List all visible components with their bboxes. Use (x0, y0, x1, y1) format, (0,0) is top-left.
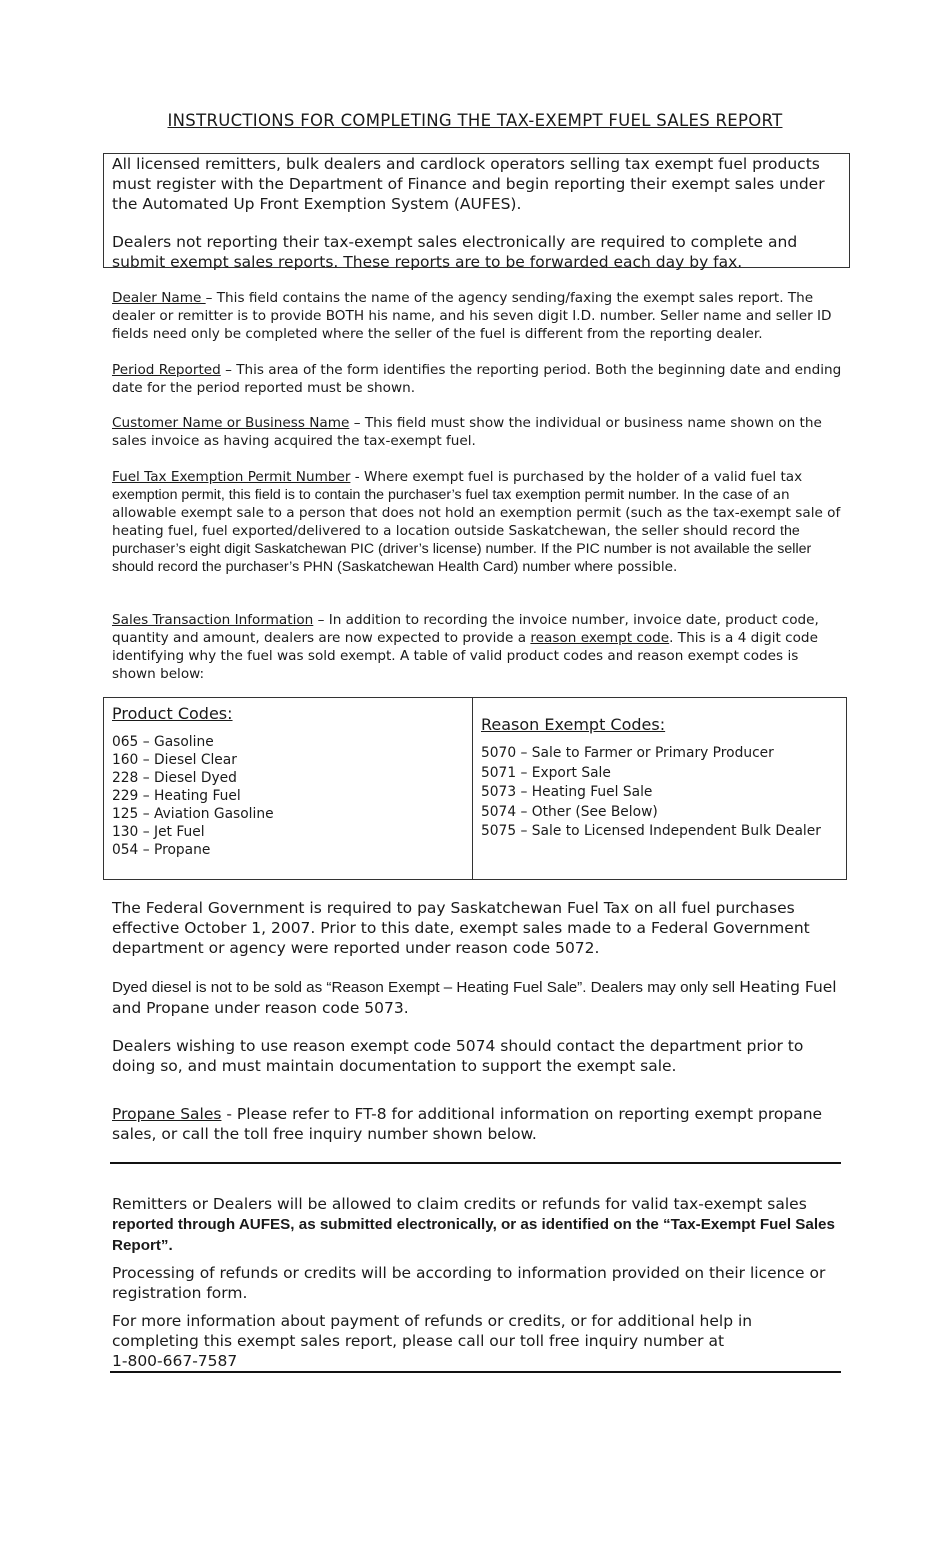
reason-exempt-code-term: reason exempt code (530, 630, 670, 646)
sales-transaction-text-b: . This is a 4 digit code identifying why the fuel was sold exempt. A table of valid product codes and reason exempt codes is shown below: (112, 630, 818, 682)
dyed-diesel-text-a: Dyed diesel is not to be sold as “Reason Exempt – Heating Fuel Sale”. Dealers may only sell (112, 979, 740, 996)
credits-paragraph (112, 1194, 842, 1256)
product-code-item: 229 – Heating Fuel (112, 788, 241, 804)
period-reported-text: – This area of the form identifies the reporting period. Both the beginning date and ending date for the period reported must be shown. (112, 362, 842, 396)
reason-code-item: 5073 – Heating Fuel Sale (481, 784, 653, 800)
intro-box (103, 153, 850, 271)
credits-text-a: Remitters or Dealers will be allowed to claim credits or refunds for valid tax-exempt sales (112, 1195, 807, 1213)
intro-paragraph-1: All licensed remitters, bulk dealers and cardlock operators selling tax exempt fuel products must register with the Department of Finance and begin reporting their exempt sales under the Automated Up Front Exemption System (AUFES). (112, 155, 825, 213)
reason-code-item: 5074 – Other (See Below) (481, 803, 658, 820)
product-code-item: 054 – Propane (112, 842, 211, 858)
reason-code-item: 5070 – Sale to Farmer or Primary Producer (481, 745, 774, 761)
dealer-name-section (112, 289, 842, 343)
toll-free-number: 1-800-667-7587 (112, 1352, 238, 1370)
sales-transaction-heading: Sales Transaction Information (112, 612, 314, 628)
product-code-item: 228 – Diesel Dyed (112, 770, 237, 786)
customer-name-section (112, 414, 842, 450)
dealer-name-heading: Dealer Name (112, 290, 206, 306)
codes-divider (472, 698, 473, 879)
period-reported-heading: Period Reported (112, 362, 221, 378)
product-code-item: 125 – Aviation Gasoline (112, 806, 274, 822)
reason-code-item: 5075 – Sale to Licensed Independent Bulk Dealer (481, 823, 821, 839)
intro-paragraph-2: Dealers not reporting their tax-exempt sales electronically are required to complete and submit exempt sales reports. These reports are to be forwarded each day by fax. (112, 233, 798, 271)
code-5074-paragraph: Dealers wishing to use reason exempt code 5074 should contact the department prior to doing so, and must maintain documentation to support the exempt sale. (112, 1037, 804, 1075)
permit-number-section (112, 468, 842, 576)
permit-number-heading: Fuel Tax Exemption Permit Number (112, 469, 351, 485)
propane-sales-text: - Please refer to FT-8 for additional information on reporting exempt propane sales, or call the toll free inquiry number shown below. (112, 1105, 823, 1143)
permit-number-text-b: exemption permit, this field is to contain the purchaser’s fuel tax exemption permit number. In the case of (112, 487, 769, 503)
permit-number-text-e: possible. (613, 559, 678, 575)
reason-codes-column (481, 715, 821, 842)
page-title: INSTRUCTIONS FOR COMPLETING THE TAX-EXEMPT FUEL SALES REPORT (167, 111, 783, 130)
period-reported-section (112, 361, 842, 397)
customer-name-heading: Customer Name or Business Name (112, 415, 350, 431)
product-codes-heading: Product Codes: (112, 704, 233, 723)
product-code-item: 065 – Gasoline (112, 734, 214, 750)
more-info-paragraph: For more information about payment of refunds or credits, or for additional help in completing this exempt sales report, please call our toll free inquiry number at 1-800-667-7587 (112, 1311, 842, 1371)
permit-number-text-c: an allowable exempt sale to a person that does not hold an exemption permit (such as the tax-exempt sale of heating fuel, fuel exported/delivered to a location outside Saskatchewan, the seller should record (112, 487, 841, 539)
dealer-name-text: – This field contains the name of the agency sending/faxing the exempt sales report. The dealer or remitter is to provide BOTH his name, and his seven digit I.D. number. Seller name and seller ID fields need only be completed where the seller of the fuel is different from the reporting dealer. (112, 290, 832, 342)
processing-paragraph: Processing of refunds or credits will be according to information provided on their licence or registration form. (112, 1264, 826, 1302)
sales-transaction-text-a: – In addition to recording the invoice number, invoice date, product code, quantity and amount, dealers are now expected to provide a (112, 612, 819, 646)
product-code-item: 160 – Diesel Clear (112, 752, 237, 768)
propane-sales-heading: Propane Sales (112, 1105, 222, 1123)
reason-code-item: 5071 – Export Sale (481, 764, 611, 781)
customer-name-text: – This field must show the individual or business name shown on the sales invoice as having acquired the tax-exempt fuel. (112, 415, 822, 449)
dyed-diesel-text-b: Heating Fuel and Propane under reason code 5073. (112, 978, 837, 1017)
divider-top (110, 1162, 841, 1164)
divider-bottom (110, 1371, 841, 1373)
permit-number-text-d: the purchaser’s eight digit Saskatchewan PIC (driver’s license) number. If the PIC number is not available the seller should record the purchaser’s PHN (Saskatchewan Health Card) number where (112, 523, 812, 575)
reason-codes-heading: Reason Exempt Codes: (481, 715, 666, 734)
credits-text-b: reported through AUFES, as submitted electronically, or as identified on the “Tax-Exempt Fuel Sales Report”. (112, 1216, 835, 1254)
dyed-diesel-paragraph (112, 977, 842, 1018)
propane-sales-paragraph (112, 1104, 842, 1144)
product-codes-column (112, 704, 274, 859)
permit-number-text-a: - Where exempt fuel is purchased by the holder of a valid fuel tax (350, 469, 803, 485)
federal-paragraph: The Federal Government is required to pay Saskatchewan Fuel Tax on all fuel purchases effective October 1, 2007. Prior to this date, exempt sales made to a Federal Government department or agency were reported under reason code 5072. (112, 899, 810, 957)
product-code-item: 130 – Jet Fuel (112, 824, 205, 840)
sales-transaction-section (112, 611, 842, 683)
codes-table (103, 697, 847, 880)
